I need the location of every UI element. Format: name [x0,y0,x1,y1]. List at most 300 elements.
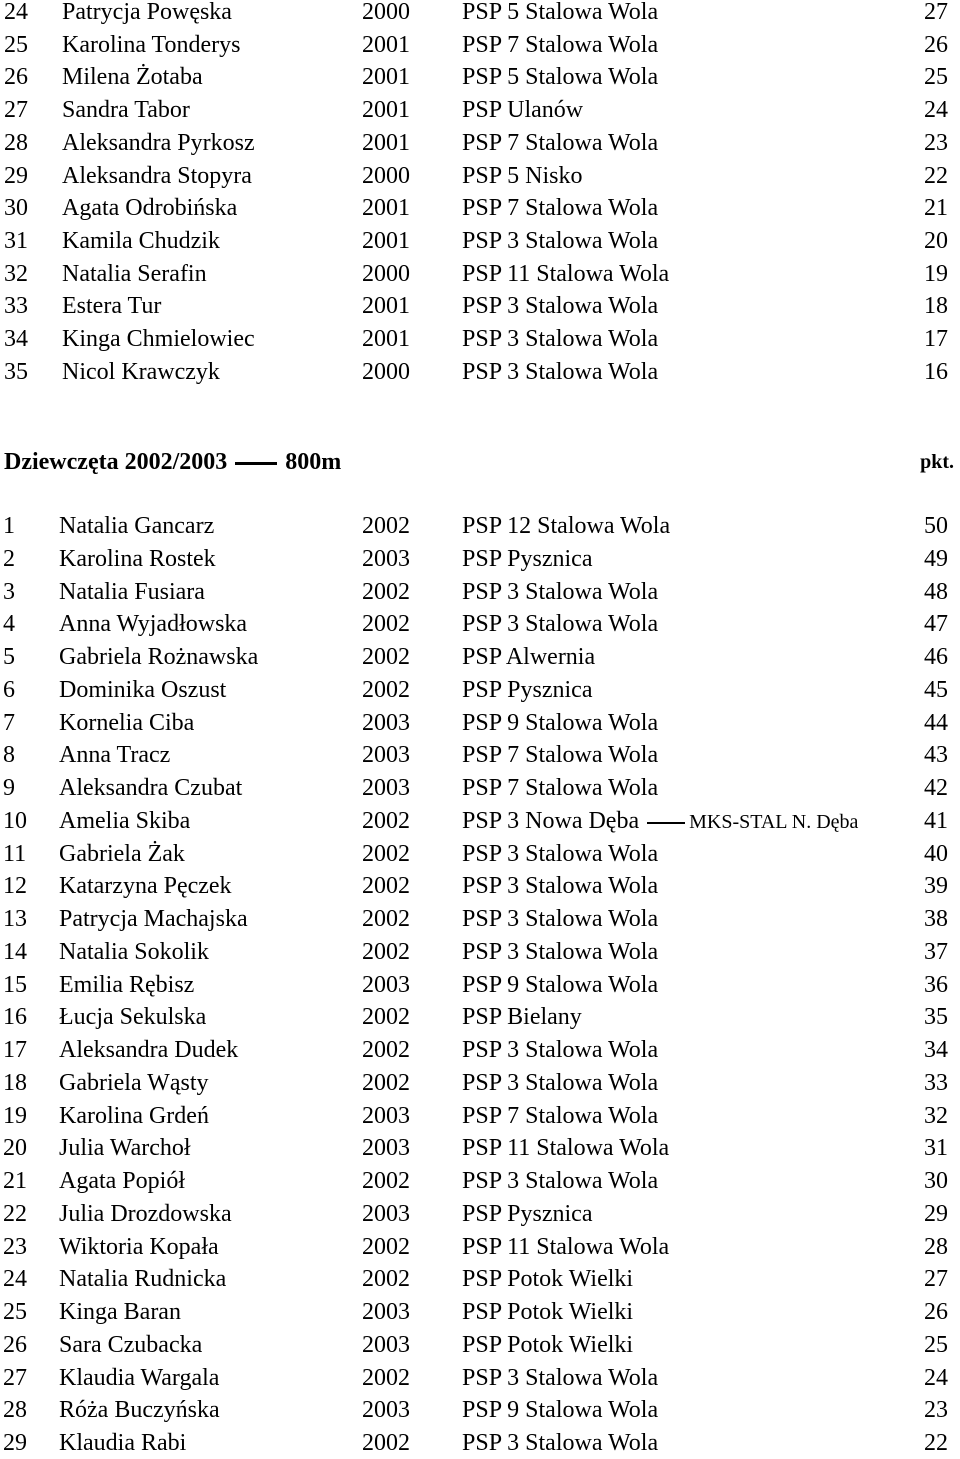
place-cell [3,1427,27,1459]
athlete-name-cell-text: Amelia Skiba [59,807,191,834]
place-cell-text: 12 [3,873,27,900]
points-cell [924,1362,948,1394]
birth-year-cell [362,290,410,322]
place-cell [3,1100,27,1132]
points-cell [924,356,948,388]
result-row [0,356,960,388]
points-cell [924,903,948,935]
birth-year-cell [362,903,410,935]
result-row [0,0,960,28]
result-row [0,1427,960,1459]
points-cell [924,674,948,706]
birth-year-cell [362,543,410,575]
birth-year-cell-text: 2003 [362,545,410,572]
place-cell [4,192,28,224]
points-cell-text: 50 [924,513,948,539]
place-cell [3,936,27,968]
athlete-name-cell-text: Agata Popiół [59,1168,185,1194]
club-cell-text: PSP Potok Wielki [462,1331,634,1358]
place-cell-text: 19 [3,1102,27,1129]
birth-year-cell [362,608,410,640]
points-cell-text: 19 [924,260,948,287]
club-cell-text: PSP 7 Stalowa Wola [462,775,659,801]
birth-year-cell [362,192,410,224]
birth-year-cell [362,772,410,804]
place-cell-text: 15 [3,971,27,998]
place-cell-text: 29 [4,162,28,189]
club-cell-text: PSP 7 Stalowa Wola [462,742,659,769]
birth-year-cell [362,1034,410,1066]
points-cell-text: 41 [924,807,948,834]
points-cell-text: 45 [924,676,948,703]
place-cell-text: 26 [4,64,28,91]
place-cell-text: 2 [3,545,15,572]
athlete-name-cell [59,936,209,968]
athlete-name-cell [59,838,185,870]
points-cell-text: 22 [924,1430,948,1456]
result-row [0,1394,960,1426]
athlete-name-cell [59,1198,232,1230]
club-cell [462,258,669,290]
points-cell [924,323,948,355]
club-cell [462,1001,582,1033]
points-cell-text: 38 [924,906,948,932]
result-row [0,127,960,159]
points-cell-text: 40 [924,840,948,867]
place-cell-text: 28 [3,1397,27,1424]
club-cell [462,1427,658,1459]
points-cell [924,1165,948,1197]
place-cell-text: 6 [3,676,15,703]
place-cell-text: 5 [3,644,15,670]
athlete-name-cell [59,576,205,608]
club-cell [462,1132,669,1164]
birth-year-cell-text: 2002 [362,873,410,900]
result-row [0,1296,960,1328]
points-cell [924,160,948,192]
club-cell-text: PSP 5 Nisko [462,162,583,189]
points-cell-text: 27 [924,1266,948,1293]
points-cell-text: 22 [924,162,948,189]
result-row [0,94,960,126]
athlete-name-cell [59,772,242,804]
club-cell [462,870,658,902]
points-cell-text: 42 [924,775,948,801]
athlete-name-cell [59,969,194,1001]
birth-year-cell [362,1427,410,1459]
club-cell-text: PSP 3 Stalowa Wola [462,611,659,638]
place-cell [3,805,27,837]
points-cell-text: 28 [924,1233,948,1260]
club-cell-text: PSP 3 Stalowa Wola [462,358,659,385]
place-cell [3,707,15,739]
result-row [0,1034,960,1066]
result-row [0,29,960,61]
birth-year-cell-text: 2002 [362,938,410,965]
points-cell-text: 25 [924,1331,948,1358]
place-cell [4,356,28,388]
club-cell-text: PSP 3 Stalowa Wola [462,227,659,254]
place-cell-text: 26 [3,1331,27,1358]
points-cell [924,1263,948,1295]
birth-year-cell [362,1329,410,1361]
athlete-name-cell [59,1427,186,1459]
result-row [0,969,960,1001]
club-cell-text: PSP 3 Stalowa Wola [462,1430,659,1456]
club-cell-text: PSP 11 Stalowa Wola [462,260,670,287]
club-cell [462,608,658,640]
result-row [0,543,960,575]
club-cell-text: PSP Pysznica [462,676,593,703]
points-cell-text: 25 [924,64,948,91]
place-cell [3,543,15,575]
club-cell [462,576,658,608]
place-cell [4,127,28,159]
place-cell [3,608,15,640]
club-cell-text: PSP 7 Stalowa Wola [462,129,659,156]
athlete-name-cell-text: Gabriela Wąsty [59,1069,209,1096]
club-cell-text: PSP Pysznica [462,545,593,572]
points-cell [924,192,948,224]
athlete-name-cell [59,674,226,706]
birth-year-cell-text: 2000 [362,358,410,385]
section-heading [4,446,341,478]
birth-year-cell-text: 2000 [362,162,410,189]
place-cell-text: 23 [3,1233,27,1260]
birth-year-cell [362,323,410,355]
points-cell-text: 49 [924,545,948,572]
points-cell [924,870,948,902]
points-cell-text: 37 [924,938,948,965]
result-row [0,510,960,542]
points-header: pkt. [920,451,954,473]
athlete-name-cell [59,1034,238,1066]
birth-year-cell-text: 2003 [362,1397,410,1424]
club-cell-text: PSP 5 Stalowa Wola [462,64,659,91]
club-cell-text: PSP Potok Wielki [462,1299,634,1325]
place-cell-text: 3 [3,578,15,605]
club-cell [462,356,658,388]
birth-year-cell-text: 2002 [362,578,410,605]
birth-year-cell [362,576,410,608]
club-extra-text: MKS-STAL N. Dęba [689,810,859,833]
points-cell [924,641,948,673]
athlete-name-cell [59,1394,220,1426]
athlete-name-cell-text: Estera Tur [62,293,162,320]
athlete-name-cell-text: Dominika Oszust [59,676,227,703]
athlete-name-cell-text: Natalia Sokolik [59,938,209,965]
birth-year-cell [362,1165,410,1197]
athlete-name-cell [59,1362,219,1394]
club-cell-text: PSP 3 Stalowa Wola [462,938,659,965]
result-row [0,674,960,706]
place-cell [4,29,28,61]
club-cell [462,674,592,706]
club-cell [462,739,658,771]
result-row [0,739,960,771]
place-cell-text: 25 [4,31,28,58]
points-cell-text: 20 [924,227,948,254]
club-cell [462,0,658,28]
birth-year-cell [362,936,410,968]
athlete-name-cell [59,641,258,673]
place-cell-text: 11 [3,840,27,867]
athlete-name-cell-text: Kornelia Ciba [59,709,195,736]
club-cell [462,1034,658,1066]
birth-year-cell-text: 2000 [362,260,410,287]
birth-year-cell-text: 2001 [362,97,410,124]
result-row [0,1165,960,1197]
birth-year-cell-text: 2001 [362,195,410,222]
place-cell-text: 18 [3,1069,27,1096]
place-cell [3,1067,27,1099]
place-cell [3,1132,27,1164]
club-cell [462,1394,658,1426]
birth-year-cell-text: 2002 [362,906,410,932]
athlete-name-cell-text: Sandra Tabor [62,97,190,124]
athlete-name-cell-text: Katarzyna Pęczek [59,873,232,900]
result-row [0,290,960,322]
birth-year-cell [362,838,410,870]
birth-year-cell [362,127,410,159]
place-cell [3,674,15,706]
club-cell [462,510,670,542]
result-row [0,936,960,968]
birth-year-cell [362,674,410,706]
place-cell [3,1329,27,1361]
birth-year-cell-text: 2003 [362,971,410,998]
athlete-name-cell-text: Klaudia Rabi [59,1430,187,1456]
points-cell-text: 32 [924,1102,948,1129]
athlete-name-cell-text: Karolina Rostek [59,545,216,572]
birth-year-cell [362,969,410,1001]
points-cell-text: 23 [924,129,948,156]
athlete-name-cell [59,1329,202,1361]
athlete-name-cell-text: Róża Buczyńska [59,1397,220,1424]
result-row [0,903,960,935]
club-cell-text: PSP Potok Wielki [462,1266,634,1293]
birth-year-cell-text: 2001 [362,326,410,352]
distance-title: 800m [285,449,342,475]
points-cell-text: 48 [924,578,948,605]
points-cell [924,290,948,322]
points-cell [924,94,948,126]
birth-year-cell [362,160,410,192]
athlete-name-cell [62,61,203,93]
place-cell [3,838,26,870]
club-cell-text: PSP 7 Stalowa Wola [462,31,659,58]
place-cell [3,1394,27,1426]
points-cell [924,805,948,837]
points-cell [924,772,948,804]
birth-year-cell-text: 2001 [362,64,410,91]
result-row [0,576,960,608]
athlete-name-cell [62,29,241,61]
birth-year-cell-text: 2002 [362,1069,410,1096]
club-cell [462,543,592,575]
club-cell [462,61,658,93]
club-cell [462,838,658,870]
athlete-name-cell-text: Natalia Gancarz [59,513,215,539]
place-cell [3,1296,27,1328]
points-cell-text: 24 [924,97,948,124]
birth-year-cell [362,707,410,739]
athlete-name-cell [62,290,161,322]
birth-year-cell-text: 2002 [362,1266,410,1293]
points-cell [924,225,948,257]
birth-year-cell-text: 2003 [362,742,410,769]
points-cell [924,739,948,771]
birth-year-cell [362,1001,410,1033]
result-row [0,323,960,355]
result-row [0,1100,960,1132]
athlete-name-cell-text: Kinga Chmielowiec [62,326,255,352]
points-cell-text: 35 [924,1004,948,1031]
athlete-name-cell-text: Milena Żotaba [62,64,203,91]
club-cell-text: PSP 7 Stalowa Wola [462,195,659,222]
result-row [0,1001,960,1033]
club-cell-text: PSP 11 Stalowa Wola [462,1233,670,1260]
birth-year-cell [362,1067,410,1099]
result-row [0,707,960,739]
result-row [0,641,960,673]
place-cell [4,61,28,93]
birth-year-cell [362,870,410,902]
athlete-name-cell [59,805,190,837]
birth-year-cell-text: 2002 [362,676,410,703]
points-cell [924,1034,948,1066]
points-cell [924,1132,948,1164]
birth-year-cell [362,1132,410,1164]
club-cell-text: PSP 7 Stalowa Wola [462,1102,659,1129]
points-cell [924,1231,948,1263]
club-cell [462,127,658,159]
birth-year-cell [362,1362,410,1394]
club-cell-text: PSP 9 Stalowa Wola [462,971,659,998]
athlete-name-cell [59,870,232,902]
club-cell-text: PSP 5 Stalowa Wola [462,0,659,25]
club-cell [462,29,658,61]
place-cell [4,225,28,257]
birth-year-cell [362,29,410,61]
points-cell-text: 31 [924,1135,948,1162]
club-cell [462,1296,633,1328]
points-cell [924,1427,948,1459]
club-cell [462,969,658,1001]
athlete-name-cell-text: Wiktoria Kopała [59,1233,219,1260]
points-cell [924,1329,948,1361]
place-cell-text: 1 [3,513,15,539]
athlete-name-cell-text: Sara Czubacka [59,1331,203,1358]
athlete-name-cell [62,0,232,28]
club-cell [462,1329,633,1361]
points-cell-text: 18 [924,293,948,320]
place-cell [3,739,15,771]
athlete-name-cell [62,258,207,290]
club-cell-text: PSP Bielany [462,1004,582,1031]
birth-year-cell [362,1231,410,1263]
birth-year-cell-text: 2003 [362,1102,410,1129]
club-cell [462,1263,633,1295]
athlete-name-cell-text: Agata Odrobińska [62,195,238,222]
club-cell [462,1362,658,1394]
result-row [0,805,960,837]
points-cell [924,0,948,28]
result-row [0,61,960,93]
club-cell [462,1100,658,1132]
points-cell-text: 27 [924,0,948,25]
place-cell-text: 28 [4,129,28,156]
club-cell [462,94,583,126]
result-row [0,772,960,804]
place-cell [3,1165,27,1197]
birth-year-cell-text: 2003 [362,1135,410,1162]
athlete-name-cell [59,903,248,935]
birth-year-cell-text: 2002 [362,611,410,638]
points-cell-text: 30 [924,1168,948,1194]
birth-year-cell [362,1198,410,1230]
points-cell-text: 26 [924,31,948,58]
birth-year-cell-text: 2002 [362,1037,410,1063]
place-cell-text: 27 [4,97,28,124]
place-cell-text: 33 [4,293,28,320]
category-title: Dziewczęta 2002/2003 [4,449,228,475]
points-cell [924,707,948,739]
place-cell [3,903,27,935]
result-row [0,160,960,192]
place-cell-text: 16 [3,1004,27,1031]
place-cell [3,1231,27,1263]
club-cell [462,1165,658,1197]
athlete-name-cell [62,225,220,257]
athlete-name-cell-text: Patrycja Powęska [62,0,232,25]
result-row [0,258,960,290]
points-cell [924,969,948,1001]
place-cell-text: 9 [3,775,15,801]
athlete-name-cell-text: Julia Drozdowska [59,1200,232,1227]
athlete-name-cell-text: Kinga Baran [59,1299,181,1325]
points-cell-text: 36 [924,971,948,998]
birth-year-cell-text: 2002 [362,644,410,670]
points-cell [924,576,948,608]
athlete-name-cell [59,1132,191,1164]
club-cell-text: PSP 11 Stalowa Wola [462,1135,670,1162]
club-cell-text: PSP 3 Nowa Dęba [462,807,640,834]
athlete-name-cell-text: Natalia Serafin [62,260,207,287]
place-cell [3,1001,27,1033]
points-cell-text: 39 [924,873,948,900]
athlete-name-cell [62,356,220,388]
result-row [0,1263,960,1295]
birth-year-cell [362,258,410,290]
club-cell [462,1067,658,1099]
club-cell [462,805,858,838]
place-cell [3,870,27,902]
place-cell-text: 24 [4,0,28,25]
athlete-name-cell-text: Anna Wyjadłowska [59,611,248,638]
athlete-name-cell-text: Anna Tracz [59,742,171,769]
place-cell-text: 31 [4,227,28,254]
birth-year-cell-text: 2002 [362,1364,410,1391]
points-cell-text: 29 [924,1200,948,1227]
place-cell-text: 34 [4,326,28,352]
club-cell-text: PSP Pysznica [462,1200,593,1227]
place-cell-text: 17 [3,1037,27,1063]
athlete-name-cell-text: Julia Warchoł [59,1135,191,1162]
place-cell-text: 20 [3,1135,27,1162]
club-cell-text: PSP 3 Stalowa Wola [462,1364,659,1391]
result-row [0,192,960,224]
